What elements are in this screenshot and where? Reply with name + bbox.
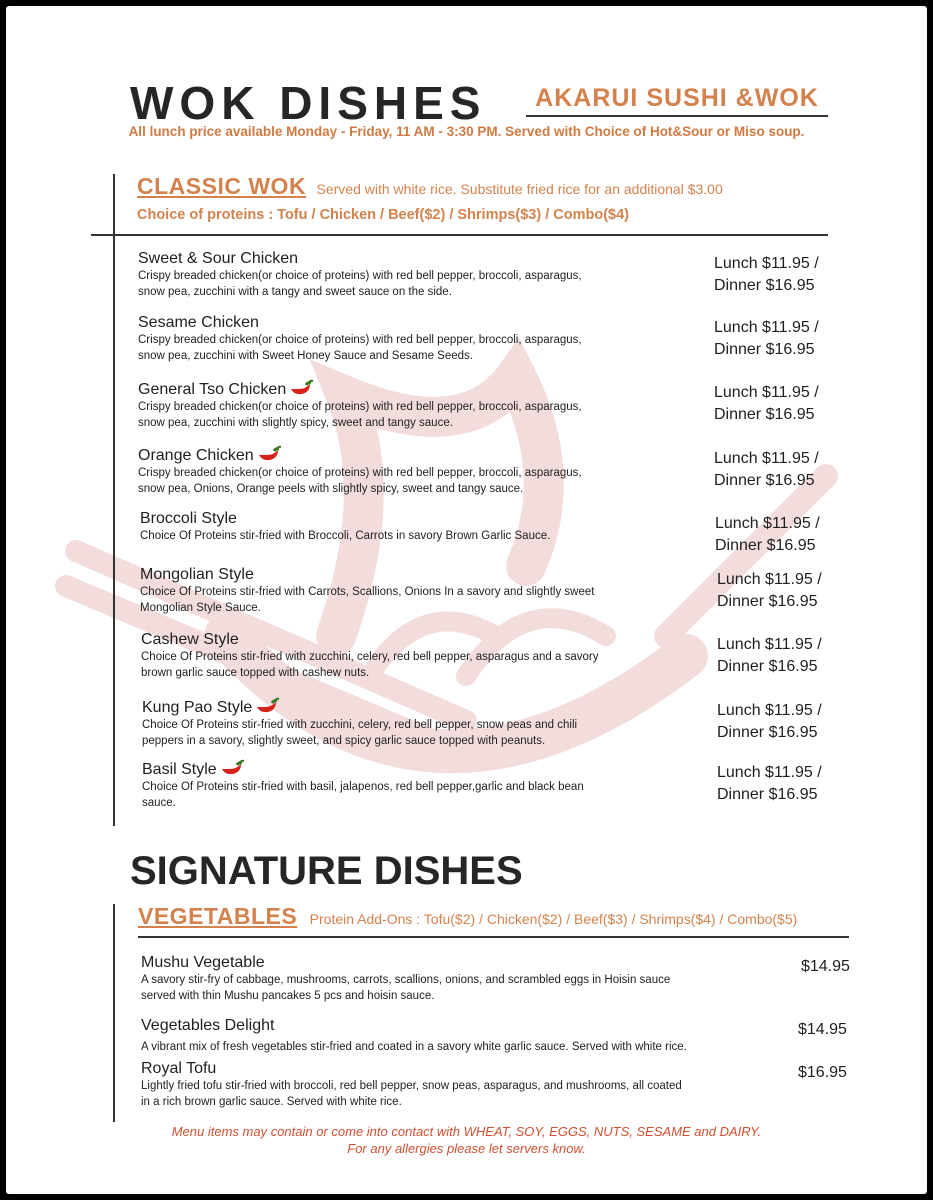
menu-item-price: [717, 634, 822, 678]
menu-item-description-line-1: Choice Of Proteins stir-fried with Carrots, Scallions, Onions In a savory and slightly sweet: [140, 586, 595, 598]
menu-item-name-text: Kung Pao Style: [142, 699, 253, 716]
menu-item-name-text: Mongolian Style: [140, 566, 254, 583]
menu-item-name: [142, 697, 712, 717]
menu-item-name: [141, 631, 711, 649]
lunch-price: Lunch $11.95 /: [714, 450, 819, 467]
menu-item-description-line-1: Choice Of Proteins stir-fried with zucchini, celery, red bell pepper, asparagus and a savory: [141, 651, 599, 663]
menu-item-name: [140, 566, 710, 584]
menu-item-name: Royal Tofu: [141, 1060, 217, 1077]
menu-item-price: [714, 382, 819, 426]
menu-item-description-line-2: brown garlic sauce topped with cashew nuts.: [141, 667, 370, 679]
menu-item-description-line-2: Mongolian Style Sauce.: [140, 602, 261, 614]
menu-item-price: [714, 253, 819, 297]
menu-item-name: [138, 314, 708, 332]
menu-item-name-text: Cashew Style: [141, 631, 239, 648]
menu-item-description-line-2: served with thin Mushu pancakes 5 pcs and hoisin sauce.: [141, 990, 435, 1002]
menu-item-price: [717, 700, 822, 744]
dinner-price: Dinner $16.95: [717, 724, 818, 741]
dinner-price: Dinner $16.95: [714, 406, 815, 423]
menu-item-description-line-1: Crispy breaded chicken(or choice of proteins) with red bell pepper, broccoli, asparagus,: [138, 467, 582, 479]
dinner-price: Dinner $16.95: [717, 786, 818, 803]
menu-item-description-line-1: Crispy breaded chicken(or choice of proteins) with red bell pepper, broccoli, asparagus,: [138, 270, 582, 282]
menu-item: [141, 1060, 801, 1110]
protein-addons-note: Protein Add-Ons : Tofu($2) / Chicken($2) / Beef($3) / Shrimps($4) / Combo($5): [309, 911, 798, 927]
menu-page: [6, 6, 927, 1194]
menu-item-price: [717, 569, 822, 613]
menu-item: [138, 314, 708, 364]
menu-item-name-text: Broccoli Style: [140, 510, 237, 527]
classic-wok-header: [137, 173, 723, 200]
classic-wok-rice-note: Served with white rice. Substitute fried rice for an additional $3.00: [316, 181, 723, 197]
menu-item-price: [714, 448, 819, 492]
lunch-price: Lunch $11.95 /: [717, 702, 822, 719]
menu-item-description-line-1: A savory stir-fry of cabbage, mushrooms, carrots, scallions, onions, and scrambled eggs in Hoisin sauce: [141, 974, 671, 986]
menu-item-name-text: Basil Style: [142, 761, 217, 778]
menu-item-description-line-2: in a rich brown garlic sauce. Served with white rice.: [141, 1096, 402, 1108]
menu-item-price: [717, 762, 822, 806]
menu-item: [142, 759, 712, 811]
dinner-price: Dinner $16.95: [717, 658, 818, 675]
menu-item-price: [715, 513, 820, 557]
menu-item-name-text: General Tso Chicken: [138, 381, 287, 398]
dinner-price: Dinner $16.95: [717, 593, 818, 610]
menu-item-price: $14.95: [801, 958, 850, 975]
classic-wok-title: CLASSIC WOK: [137, 173, 307, 199]
menu-item-price: $14.95: [798, 1021, 847, 1038]
menu-item: [142, 697, 712, 749]
menu-item-name: Vegetables Delight: [141, 1017, 275, 1034]
menu-item-name-text: Sesame Chicken: [138, 314, 259, 331]
chili-pepper-icon: [288, 379, 314, 397]
dinner-price: Dinner $16.95: [714, 472, 815, 489]
chili-pepper-icon: [254, 697, 280, 715]
menu-item-description-line-2: snow pea, zucchini with slightly spicy, sweet and tangy sauce.: [138, 417, 453, 429]
signature-divider-horizontal: [138, 936, 849, 938]
menu-item-name: [138, 379, 708, 399]
lunch-price: Lunch $11.95 /: [717, 636, 822, 653]
signature-divider-vertical: [113, 904, 115, 1122]
menu-item: [141, 631, 711, 681]
menu-item-name-text: Orange Chicken: [138, 447, 254, 464]
lunch-price: Lunch $11.95 /: [717, 764, 822, 781]
classic-wok-proteins: Choice of proteins : Tofu / Chicken / Beef($2) / Shrimps($3) / Combo($4): [137, 207, 629, 223]
menu-item: [140, 566, 710, 616]
menu-item-name: [138, 445, 708, 465]
classic-wok-divider-vertical: [113, 174, 115, 826]
lunch-price: Lunch $11.95 /: [717, 571, 822, 588]
vegetables-title: VEGETABLES: [138, 903, 298, 929]
classic-wok-divider-horizontal: [91, 234, 828, 236]
allergy-line-1: Menu items may contain or come into contact with WHEAT, SOY, EGGS, NUTS, SESAME and DAIRY.: [171, 1124, 762, 1139]
chili-pepper-icon: [219, 759, 245, 777]
menu-item-description-line-1: Choice Of Proteins stir-fried with zucchini, celery, red bell pepper, snow peas and chili: [142, 719, 578, 731]
dinner-price: Dinner $16.95: [714, 341, 815, 358]
menu-item-name: [142, 759, 712, 779]
menu-item-description-line-1: Choice Of Proteins stir-fried with basil, jalapenos, red bell pepper,garlic and black bean: [142, 781, 584, 793]
allergy-line-2: For any allergies please let servers know.: [347, 1141, 586, 1156]
menu-item-description-line-1: Crispy breaded chicken(or choice of proteins) with red bell pepper, broccoli, asparagus,: [138, 401, 582, 413]
menu-item-description-line-2: sauce.: [142, 797, 176, 809]
menu-item-description-line-1: A vibrant mix of fresh vegetables stir-fried and coated in a savory white garlic sauce. Served with white rice.: [141, 1041, 687, 1053]
restaurant-name: AKARUI SUSHI &WOK: [526, 84, 828, 117]
menu-item-name: [138, 250, 708, 268]
menu-item-description-line-1: Lightly fried tofu stir-fried with broccoli, red bell pepper, snow peas, asparagus, and mushrooms, all coated: [141, 1080, 682, 1092]
chili-pepper-icon: [256, 445, 282, 463]
menu-item: [138, 379, 708, 431]
dinner-price: Dinner $16.95: [714, 277, 815, 294]
menu-item-description-line-2: peppers in a savory, slightly sweet, and spicy garlic sauce topped with peanuts.: [142, 735, 546, 747]
menu-item-name: [140, 510, 710, 528]
lunch-price: Lunch $11.95 /: [714, 384, 819, 401]
dinner-price: Dinner $16.95: [715, 537, 816, 554]
menu-item-name-text: Sweet & Sour Chicken: [138, 250, 299, 267]
menu-item: [138, 445, 708, 497]
menu-item-description-line-1: Crispy breaded chicken(or choice of proteins) with red bell pepper, broccoli, asparagus,: [138, 334, 582, 346]
menu-item: [140, 510, 710, 544]
menu-item-description-line-2: snow pea, zucchini with Sweet Honey Sauce and Sesame Seeds.: [138, 350, 473, 362]
lunch-price: Lunch $11.95 /: [715, 515, 820, 532]
lunch-price: Lunch $11.95 /: [714, 319, 819, 336]
menu-item-description-line-1: Choice Of Proteins stir-fried with Broccoli, Carrots in savory Brown Garlic Sauce.: [140, 530, 551, 542]
allergy-warning: [6, 1123, 927, 1157]
lunch-hours-note: All lunch price available Monday - Friday, 11 AM - 3:30 PM. Served with Choice of Hot&Sour or Miso soup.: [128, 124, 805, 139]
page-title: WOK DISHES: [130, 77, 487, 129]
menu-item: [141, 1017, 801, 1055]
menu-item-name: Mushu Vegetable: [141, 954, 265, 971]
menu-item-price: [714, 317, 819, 361]
signature-dishes-title: SIGNATURE DISHES: [130, 849, 523, 893]
menu-item: [138, 250, 708, 300]
lunch-price: Lunch $11.95 /: [714, 255, 819, 272]
menu-item-description-line-2: snow pea, Onions, Orange peels with slightly spicy, sweet and tangy sauce.: [138, 483, 524, 495]
vegetables-header: [138, 903, 797, 930]
menu-item-description-line-2: snow pea, zucchini with a tangy and sweet sauce on the side.: [138, 286, 452, 298]
menu-item-price: $16.95: [798, 1064, 847, 1081]
menu-item: [141, 954, 801, 1004]
